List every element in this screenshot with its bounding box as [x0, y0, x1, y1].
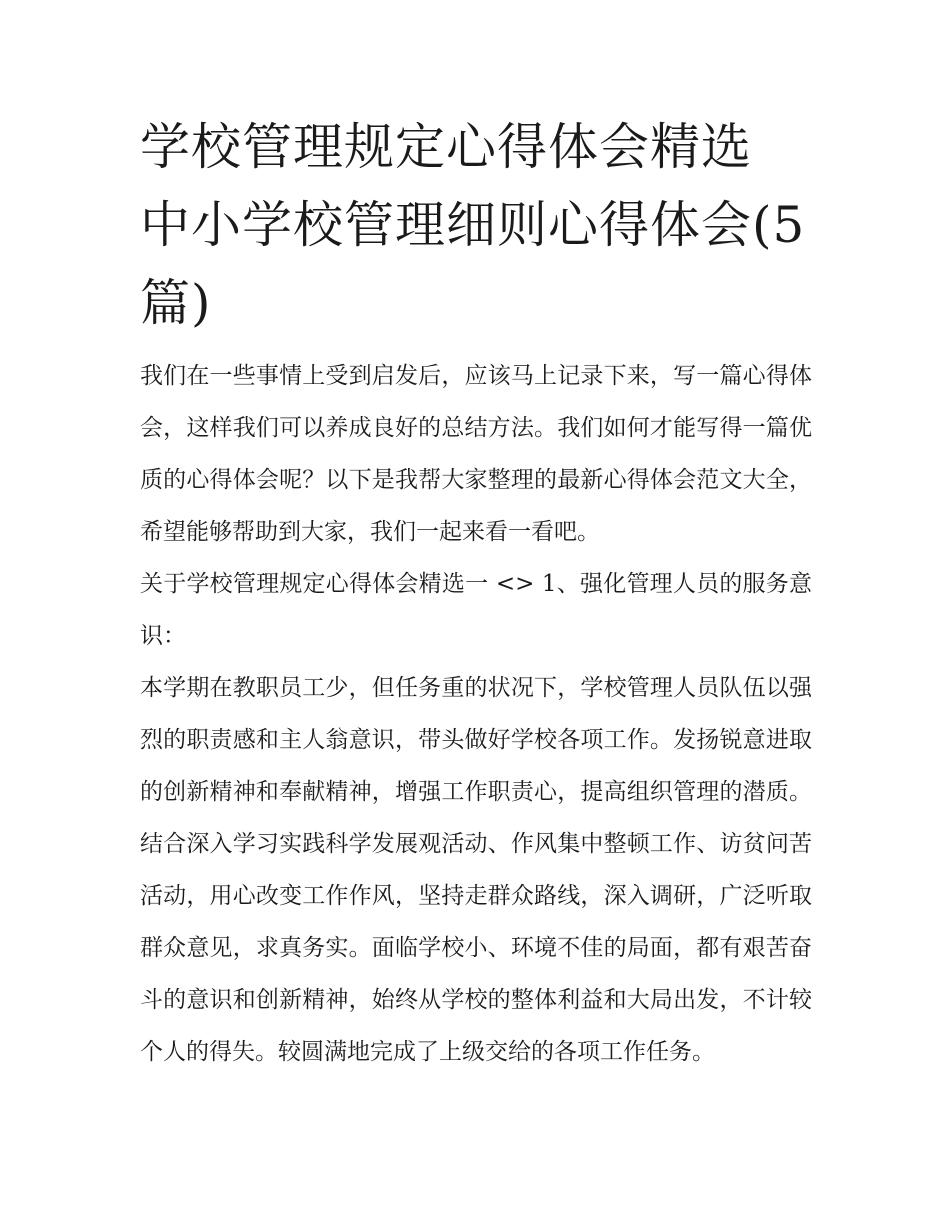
- document-title: 学校管理规定心得体会精选 中小学校管理细则心得体会(5篇): [140, 118, 806, 332]
- body-paragraph: 本学期在教职员工少，但任务重的状况下，学校管理人员队伍以强烈的职责感和主人翁意识，带头做好学校各项工作。发扬锐意进取的创新精神和奉献精神，增强工作职责心，提高组织管理的潜质。结合深入学习实践科学发展观活动、作风集中整顿工作、访贫问苦活动，用心改变工作作风，坚持走群众路线，深入调研，广泛听取群众意见，求真务实。面临学校小、环境不佳的局面，都有艰苦奋斗的意识和创新精神，始终从学校的整体利益和大局出发，不计较个人的得失。较圆满地完成了上级交给的各项工作任务。: [140, 675, 812, 1065]
- document-content: [140, 108, 812, 1078]
- section-heading: 关于学校管理规定心得体会精选一 <> 1、强化管理人员的服务意识：: [140, 571, 812, 649]
- intro-paragraph: 我们在一些事情上受到启发后，应该马上记录下来，写一篇心得体会，这样我们可以养成良好的总结方法。我们如何才能写得一篇优质的心得体会呢？以下是我帮大家整理的最新心得体会范文大全，希望能够帮助到大家，我们一起来看一看吧。: [140, 363, 812, 545]
